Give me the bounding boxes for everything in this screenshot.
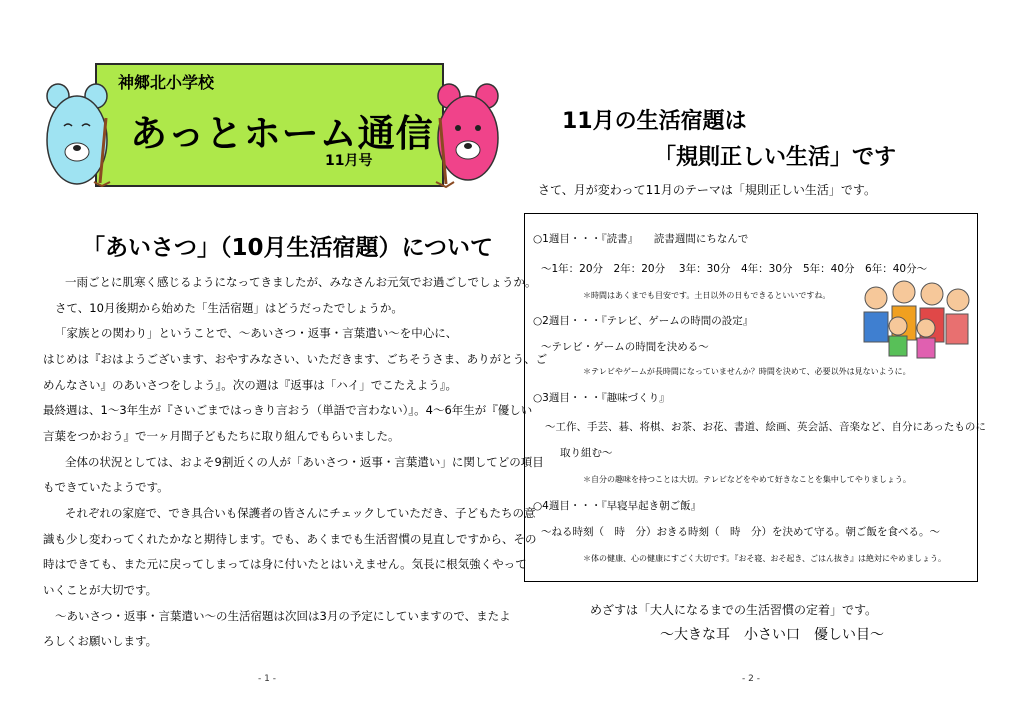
blue-bear-illustration bbox=[44, 78, 122, 188]
body-line: さて、10月後期から始めた「生活宿題」はどうだったでしょうか。 bbox=[55, 301, 403, 315]
week2-heading: ○2週目・・・『テレビ、ゲームの時間の設定』 bbox=[533, 315, 754, 327]
body-line: はじめは『おはようございます、おやすみなさい、いただきます、ごちそうさま、ありがとう、ご bbox=[43, 352, 548, 366]
body-line: 一雨ごとに肌寒く感じるようになってきましたが、みなさんお元気でお過ごしでしょうか。 bbox=[65, 275, 537, 289]
november-heading-line2: 「規則正しい生活」です bbox=[654, 145, 897, 170]
week2-detail: 〜テレビ・ゲームの時間を決める〜 bbox=[541, 341, 709, 353]
body-line: 識も少し変わってくれたかなと期待します。でも、あくまでも生活習慣の見直しですから、その bbox=[43, 532, 537, 546]
november-heading-line1: 11月の生活宿題は bbox=[562, 109, 747, 134]
week4-heading: ○4週目・・・『早寝早起き朝ご飯』 bbox=[533, 500, 702, 512]
body-line: めんなさい』のあいさつをしよう』。次の週は『返事は「ハイ」でこたえよう』。 bbox=[43, 378, 457, 392]
week1-detail: 〜1年：20分 2年：20分 3年：30分 4年：30分 5年：40分 6年：40分〜 bbox=[541, 263, 928, 275]
body-line: もできていたようです。 bbox=[43, 480, 169, 494]
body-line: ろしくお願いします。 bbox=[43, 634, 158, 648]
newsletter-title: あっとホーム通信 bbox=[130, 112, 434, 155]
week3-detail: 〜工作、手芸、碁、将棋、お茶、お花、書道、絵画、英会話、音楽など、自分にあったものに bbox=[545, 421, 986, 433]
november-intro: さて、月が変わって11月のテーマは「規則正しい生活」です。 bbox=[538, 183, 876, 197]
school-name: 神郷北小学校 bbox=[118, 73, 215, 92]
goal-text: めざすは「大人になるまでの生活習慣の定着」です。 bbox=[590, 603, 878, 617]
motto-text: 〜大きな耳 小さい口 優しい目〜 bbox=[660, 627, 884, 643]
page-number-left: - 1 - bbox=[258, 674, 276, 684]
week4-detail: 〜ねる時刻（ 時 分）おきる時刻（ 時 分）を決めて守る。朝ご飯を食べる。〜 bbox=[541, 526, 940, 538]
body-line: 「家族との関わり」ということで、〜あいさつ・返事・言葉遣い〜を中心に、 bbox=[55, 326, 458, 340]
pink-bear-illustration bbox=[432, 80, 502, 190]
body-line: 言葉をつかおう』で一ヶ月間子どもたちに取り組んでもらいました。 bbox=[43, 429, 400, 443]
body-line: いくことが大切です。 bbox=[43, 583, 158, 597]
week2-note: ＊テレビやゲームが長時間になっていませんか？時間を決めて、必要以外は見ないように。 bbox=[583, 367, 911, 376]
week4-note: ＊体の健康、心の健康にすごく大切です。『おそ寝、おそ起き、ごはん抜き』は絶対にやめましょう。 bbox=[583, 554, 947, 563]
week3-note: ＊自分の趣味を持つことは大切。テレビなどをやめて好きなことを集中してやりましょう。 bbox=[583, 475, 911, 484]
family-illustration bbox=[856, 280, 972, 362]
week1-heading: ○1週目・・・『読書』 読書週間にちなんで bbox=[533, 233, 749, 245]
body-line: 時はできても、また元に戻ってしまっては身に付いたとはいえません。気長に根気強くやって bbox=[43, 557, 527, 571]
issue-month: 11月号 bbox=[325, 153, 373, 169]
body-line: それぞれの家庭で、でき具合いも保護者の皆さんにチェックしていただき、子どもたちの意 bbox=[65, 506, 536, 520]
section-heading-greetings: 「あいさつ」（10月生活宿題）について bbox=[82, 235, 494, 261]
body-line: 〜あいさつ・返事・言葉遣い〜の生活宿題は次回は3月の予定にしていますので、またよ bbox=[55, 609, 511, 623]
week3-detail-cont: 取り組む〜 bbox=[560, 447, 613, 459]
week1-note: ＊時間はあくまでも目安です。土日以外の日もできるといいですね。 bbox=[583, 291, 831, 300]
body-line: 最終週は、1〜3年生が『さいごまではっきり言おう（単語で言わない）』。4〜6年生が『優しい bbox=[43, 403, 533, 417]
page-number-right: - 2 - bbox=[742, 674, 760, 684]
body-line: 全体の状況としては、およそ9割近くの人が「あいさつ・返事・言葉遣い」に関してどの項目 bbox=[65, 455, 544, 469]
week3-heading: ○3週目・・・『趣味づくり』 bbox=[533, 392, 670, 404]
